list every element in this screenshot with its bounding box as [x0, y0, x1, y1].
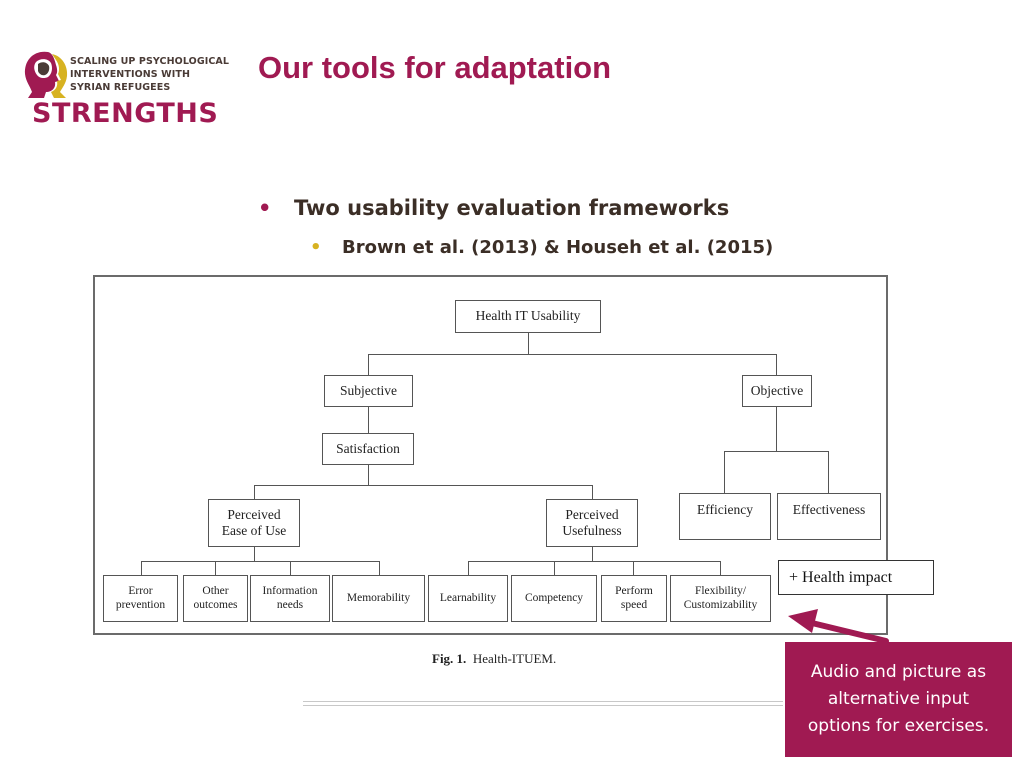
head-profile-icon — [18, 48, 70, 100]
node-error-prevention — [103, 575, 178, 622]
edge — [468, 561, 720, 562]
bullet-level-1-text: Two usability evaluation frameworks — [294, 196, 730, 220]
edge — [141, 561, 142, 575]
node-other-line-2: outcomes — [193, 598, 238, 611]
node-info-line-1: Information — [262, 584, 318, 597]
node-perceived-useful-line-1: Perceived — [565, 506, 619, 522]
node-flex-line-2: Customizability — [683, 598, 758, 611]
node-error-line-2: prevention — [115, 598, 166, 611]
node-flexibility-customizability — [670, 575, 771, 622]
edge — [776, 354, 777, 375]
node-other-line-1: Other — [202, 584, 229, 597]
edge — [468, 561, 469, 575]
node-learnability: Learnability — [428, 575, 508, 622]
edge — [254, 547, 255, 561]
figure-caption-text: Health-ITUEM. — [472, 651, 557, 666]
edge — [254, 485, 592, 486]
edge — [215, 561, 216, 575]
node-perceived-ease-line-2: Ease of Use — [221, 523, 287, 538]
edge — [828, 451, 829, 493]
bullet-level-2 — [310, 237, 773, 258]
edge — [290, 561, 291, 575]
figure-frame — [93, 275, 888, 635]
edge — [724, 451, 828, 452]
bullet-level-1 — [258, 196, 729, 220]
node-competency: Competency — [511, 575, 597, 622]
edge — [379, 561, 380, 575]
note-callout-box: Audio and picture as alternative input options for exercises. — [785, 642, 1012, 757]
edge — [368, 465, 369, 485]
node-perform-line-1: Perform — [615, 584, 653, 597]
divider-line — [303, 705, 783, 706]
logo-text-line-2: INTERVENTIONS WITH — [70, 69, 190, 80]
divider-line — [303, 701, 783, 702]
logo-wordmark: STRENGTHS — [32, 98, 219, 129]
strengths-logo — [18, 48, 228, 132]
edge — [528, 333, 529, 354]
edge — [592, 547, 593, 561]
node-effectiveness: Effectiveness — [777, 493, 881, 540]
edge — [141, 561, 379, 562]
node-perform-speed — [601, 575, 667, 622]
node-perceived-usefulness — [546, 499, 638, 547]
bullet-level-2-text: Brown et al. (2013) & Househ et al. (2015) — [342, 237, 774, 258]
node-info-line-2: needs — [276, 598, 304, 611]
edge — [592, 485, 593, 499]
node-perceived-useful-line-2: Usefulness — [562, 523, 622, 538]
edge — [254, 485, 255, 499]
node-memorability: Memorability — [332, 575, 425, 622]
edge — [720, 561, 721, 575]
slide-title: Our tools for adaptation — [258, 50, 612, 85]
node-perform-line-2: speed — [620, 598, 648, 611]
node-other-outcomes — [183, 575, 248, 622]
node-information-needs — [250, 575, 330, 622]
node-perceived-ease-of-use — [208, 499, 300, 547]
edge — [633, 561, 634, 575]
health-impact-callout: + Health impact — [778, 560, 934, 595]
figure-caption-label: Fig. 1. — [432, 651, 467, 666]
node-health-it-usability: Health IT Usability — [455, 300, 601, 333]
bullet-marker: • — [310, 237, 322, 258]
edge — [554, 561, 555, 575]
node-flex-line-1: Flexibility/ — [694, 584, 747, 597]
logo-text-line-1: SCALING UP PSYCHOLOGICAL — [70, 56, 230, 67]
bullet-marker: • — [258, 196, 272, 220]
edge — [368, 354, 776, 355]
node-objective: Objective — [742, 375, 812, 407]
node-perceived-ease-line-1: Perceived — [227, 506, 281, 522]
edge — [368, 407, 369, 433]
node-efficiency: Efficiency — [679, 493, 771, 540]
edge — [368, 354, 369, 375]
edge — [776, 407, 777, 451]
logo-text-line-3: SYRIAN REFUGEES — [70, 82, 171, 93]
edge — [724, 451, 725, 493]
node-error-line-1: Error — [128, 584, 153, 597]
node-satisfaction: Satisfaction — [322, 433, 414, 465]
figure-caption — [432, 651, 556, 667]
node-subjective: Subjective — [324, 375, 413, 407]
